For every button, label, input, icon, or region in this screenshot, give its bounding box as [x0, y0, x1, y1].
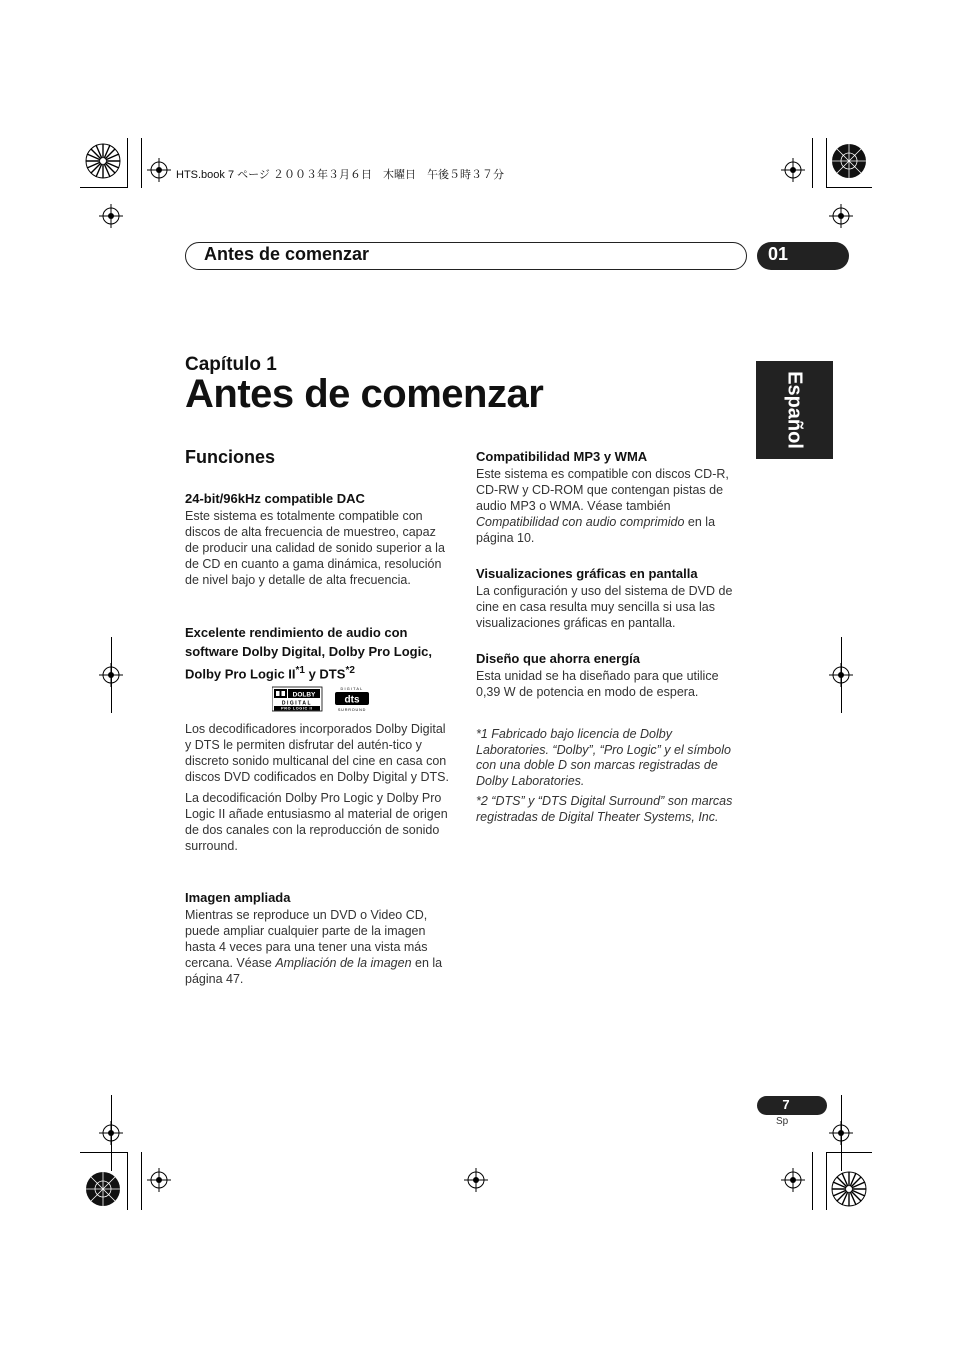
crosshair-mark [147, 1168, 171, 1192]
language-tab-label: Español [783, 371, 806, 449]
energy-heading: Diseño que ahorra energía [476, 651, 640, 666]
crosshair-mark [147, 158, 171, 182]
mp3-text: Este sistema es compatible con discos CD-R, CD-RW y CD-ROM que contengan pistas de audio MP3 o WMA. Véase también Compatibilidad con audio comprimido en la página 10. [476, 467, 729, 545]
crop-mark [826, 138, 827, 188]
header-title: Antes de comenzar [204, 244, 370, 264]
svg-text:PRO LOGIC II: PRO LOGIC II [281, 706, 313, 711]
energy-text: Esta unidad se ha diseñado para que utilice 0,39 W de potencia en modo de espera. [476, 669, 719, 699]
file-info: HTS.book 7 ページ ２００３年３月６日 木曜日 午後５時３７分 [176, 169, 504, 181]
gui-heading: Visualizaciones gráficas en pantalla [476, 566, 698, 581]
crosshair-mark [99, 663, 123, 687]
chapter-label: Capítulo 1 [185, 354, 277, 375]
crosshair-mark [781, 158, 805, 182]
crop-mark [141, 1152, 142, 1210]
page-title: Antes de comenzar [185, 372, 544, 416]
svg-text:SURROUND: SURROUND [337, 708, 367, 712]
crop-mark [826, 187, 872, 188]
mp3-heading: Compatibilidad MP3 y WMA [476, 449, 648, 464]
crosshair-mark [781, 1168, 805, 1192]
crosshair-mark [464, 1168, 488, 1192]
sunburst-mark [85, 1171, 121, 1207]
audio-format-logos [272, 686, 372, 712]
audio-heading-block [185, 623, 455, 683]
crop-mark [812, 1152, 813, 1210]
dts-logo [335, 687, 369, 712]
crosshair-mark [829, 1121, 853, 1145]
crop-mark [826, 1152, 827, 1210]
sunburst-mark [831, 143, 867, 179]
page-language: Sp [776, 1116, 789, 1127]
crop-mark [80, 187, 128, 188]
crop-mark [812, 138, 813, 188]
crosshair-mark [99, 1121, 123, 1145]
audio-text-2: La decodificación Dolby Pro Logic y Dolby Pro Logic II añade entusiasmo al material de origen de dos canales con la reproducción de sonido surround. [185, 791, 448, 853]
crosshair-mark [829, 204, 853, 228]
crop-mark [127, 1152, 128, 1210]
footnote-1: *1 Fabricado bajo licencia de Dolby Laboratories. “Dolby”, “Pro Logic” y el símbolo con una doble D son marcas registradas de Dolby Laboratories. [476, 727, 731, 788]
sunburst-mark [831, 1171, 867, 1207]
crosshair-mark [829, 663, 853, 687]
zoom-text: Mientras se reproduce un DVD o Video CD, puede ampliar cualquier parte de la imagen hasta 4 veces para una tener una vista más cercana. Véase Ampliación de la imagen en la página 47. [185, 908, 443, 986]
mp3-block [476, 448, 744, 551]
gui-text: La configuración y uso del sistema de DVD de cine en casa resulta muy sencilla si usa las visualizaciones gráficas en pantalla. [476, 584, 733, 630]
audio-heading: Excelente rendimiento de audio con software Dolby Digital, Dolby Pro Logic, Dolby Pro Logic II$^{*1}$ y DTS$^{*2}$ [185, 625, 433, 682]
svg-text:dts: dts [344, 694, 360, 706]
crop-mark [80, 1152, 128, 1153]
svg-text:DIGITAL: DIGITAL [340, 687, 364, 691]
svg-text:DIGITAL: DIGITAL [281, 700, 313, 707]
crop-mark [141, 138, 142, 188]
dac-heading: 24-bit/96kHz compatible DAC [185, 491, 365, 506]
footnotes [476, 727, 746, 830]
crosshair-mark [99, 204, 123, 228]
footnote-2: *2 “DTS” y “DTS Digital Surround” son marcas registradas de Digital Theater Systems, Inc. [476, 794, 733, 824]
section-heading: Funciones [185, 447, 276, 467]
crop-mark [826, 1152, 872, 1153]
audio-body [185, 721, 455, 859]
chapter-number: 01 [768, 244, 789, 264]
left-column [185, 490, 453, 593]
zoom-heading: Imagen ampliada [185, 890, 291, 905]
dolby-logo [272, 687, 322, 711]
dac-text: Este sistema es totalmente compatible con discos de alta frecuencia de muestreo, capaz de producir una calidad de sonido superior a la de CD en cuanto a gama dinámica, resolución de nivel bajo y detalle de alta frecuencia. [185, 509, 445, 587]
sunburst-mark [85, 143, 121, 179]
zoom-block [185, 889, 455, 992]
page-number: 7 [782, 1097, 790, 1112]
crop-mark [127, 138, 128, 188]
gui-block [476, 565, 746, 636]
svg-text:DOLBY: DOLBY [292, 691, 316, 699]
audio-text-1: Los decodificadores incorporados Dolby Digital y DTS le permiten disfrutar del autén-tico y discreto sonido multicanal del cine en casa con discos DVD codificados en Dolby Digital y DTS. [185, 722, 449, 784]
energy-block [476, 650, 744, 705]
